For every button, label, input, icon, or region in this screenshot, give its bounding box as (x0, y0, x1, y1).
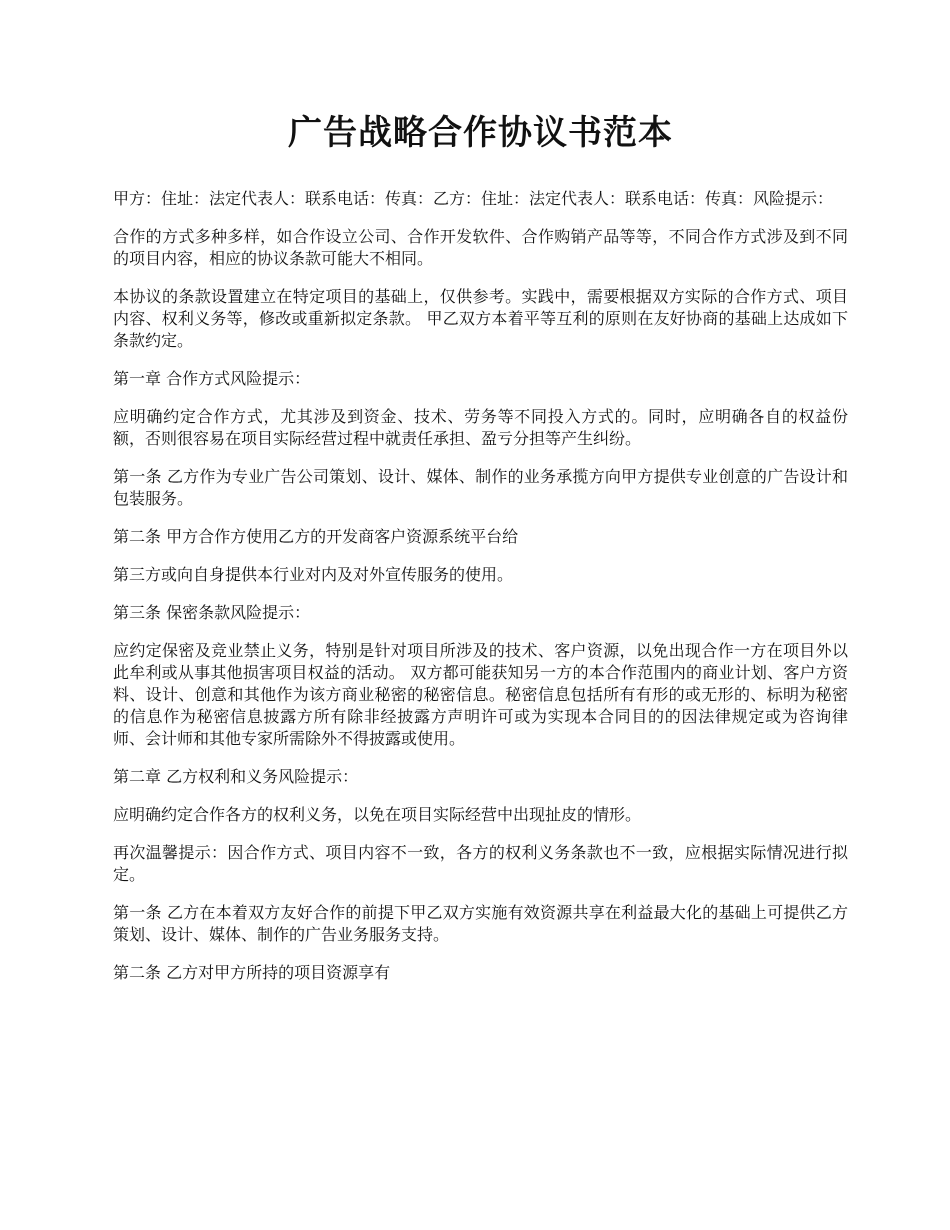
document-title: 广告战略合作协议书范本 (288, 113, 673, 153)
agreement-basis-paragraph: 本协议的条款设置建立在特定项目的基础上，仅供参考。实践中，需要根据双方实际的合作方式、项目内容、权利义务等，修改或重新拟定条款。 甲乙双方本着平等互利的原则在友好协商的基础上达成如下条款约定。 (113, 287, 848, 350)
chapter-1-article-2-continued: 第三方或向自身提供本行业对内及对外宣传服务的使用。 (113, 565, 514, 584)
cooperation-methods-paragraph: 合作的方式多种多样，如合作设立公司、合作开发软件、合作购销产品等等，不同合作方式涉及到不同的项目内容，相应的协议条款可能大不相同。 (113, 227, 848, 268)
chapter-2-risk-paragraph: 应明确约定合作各方的权利义务，以免在项目实际经营中出现扯皮的情形。 (113, 805, 642, 824)
chapter-1-heading: 第一章 合作方式风险提示： (113, 369, 311, 388)
chapter-1-article-2: 第二条 甲方合作方使用乙方的开发商客户资源系统平台给 (113, 527, 519, 546)
chapter-2-heading: 第二章 乙方权利和义务风险提示： (113, 767, 359, 786)
chapter-2-article-1: 第一条 乙方在本着双方友好合作的前提下甲乙双方实施有效资源共享在利益最大化的基础上可提供乙方策划、设计、媒体、制作的广告业务服务支持。 (113, 903, 848, 944)
party-info-paragraph: 甲方：住址：法定代表人：联系电话：传真：乙方：住址：法定代表人：联系电话：传真：风险提示： (113, 189, 834, 208)
chapter-1-article-1: 第一条 乙方作为专业广告公司策划、设计、媒体、制作的业务承揽方向甲方提供专业创意的广告设计和包装服务。 (113, 467, 848, 508)
reminder-paragraph: 再次温馨提示：因合作方式、项目内容不一致，各方的权利义务条款也不一致，应根据实际情况进行拟定。 (113, 843, 848, 884)
document-page (113, 108, 848, 1000)
confidentiality-paragraph: 应约定保密及竞业禁止义务，特别是针对项目所涉及的技术、客户资源，以免出现合作一方在项目外以此牟利或从事其他损害项目权益的活动。 双方都可能获知另一方的本合作范围内的商业计划、客户方资料、设计、创意和其他作为该方商业秘密的秘密信息。秘密信息包括所有有形的或无形的、标明为秘密的信息作为秘密信息披露方所有除非经披露方声明许可或为实现本合同目的的因法律规定或为咨询律师、会计师和其他专家所需除外不得披露或使用。 (113, 641, 848, 748)
chapter-1-article-3-heading: 第三条 保密条款风险提示： (113, 603, 311, 622)
chapter-2-article-2: 第二条 乙方对甲方所持的项目资源享有 (113, 963, 391, 982)
chapter-1-risk-paragraph: 应明确约定合作方式，尤其涉及到资金、技术、劳务等不同投入方式的。同时，应明确各自的权益份额，否则很容易在项目实际经营过程中就责任承担、盈亏分担等产生纠纷。 (113, 407, 848, 448)
